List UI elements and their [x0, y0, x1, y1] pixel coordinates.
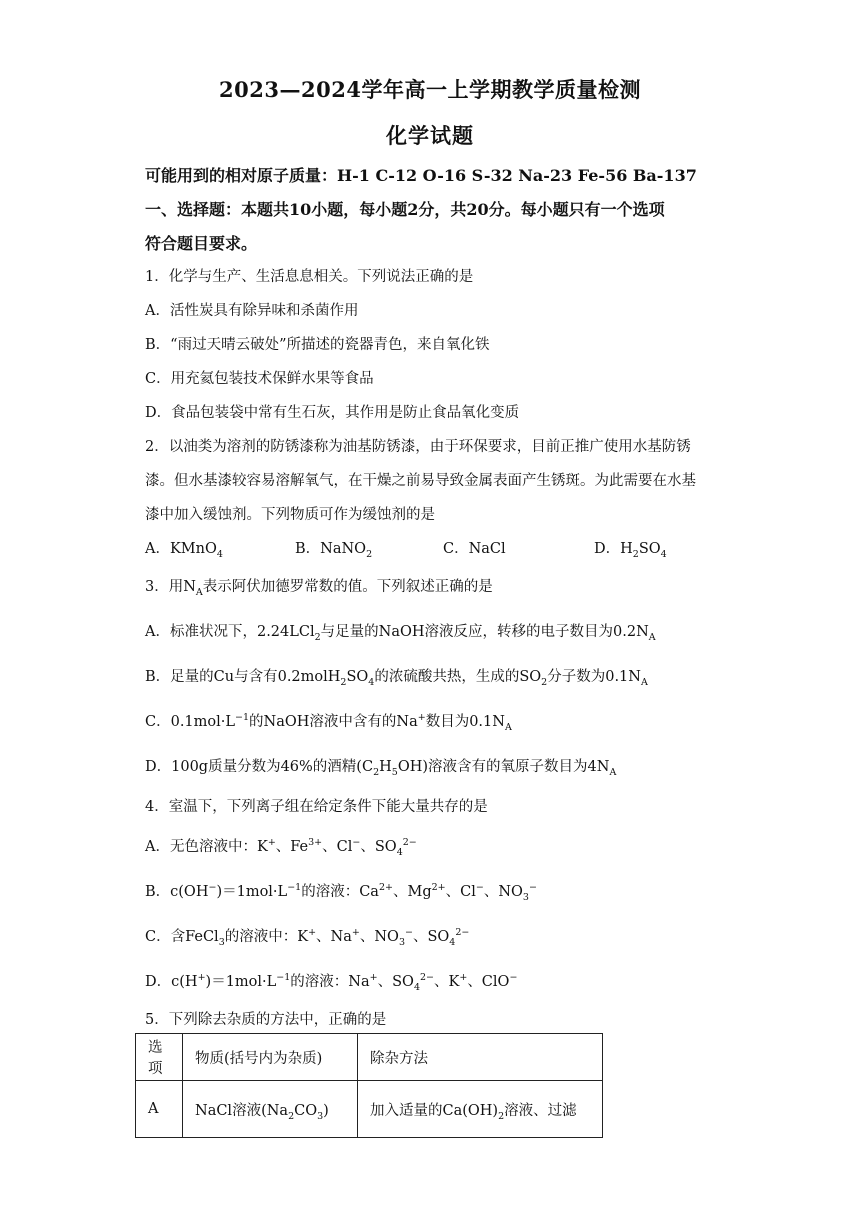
table-header-option: 选项 — [136, 1034, 183, 1081]
q3-stem: 3．用$N_A$表示阿伏加德罗常数的值。下列叙述正确的是 — [145, 579, 493, 598]
q1-option-a: A．活性炭具有除异味和杀菌作用 — [145, 303, 359, 319]
table-row — [136, 1081, 603, 1138]
q4-option-b: B．$c(OH^-)=1mol\cdot L^{-1}$的溶液：$Ca^{2+}$、$Mg^{2+}$、Cl−、$NO_3^-$ — [145, 882, 537, 903]
exam-subtitle: 化学试题 — [386, 123, 474, 148]
q1-option-b: B．“雨过天晴云破处”所描述的瓷器青色，来自氧化铁 — [145, 337, 490, 353]
q4-option-d: D．$c(H^+)=1mol\cdot L^{-1}$的溶液：Na+、$SO_4^{2-}$、K+、ClO− — [145, 972, 518, 993]
q4-option-c: C．含FeCl$_3$的溶液中：K+、Na+、$NO_3^-$、$SO_4^{2-}$ — [145, 927, 470, 948]
table-header-row — [136, 1034, 603, 1081]
table-header-substance: 物质(括号内为杂质) — [183, 1034, 358, 1081]
q4-stem: 4．室温下，下列离子组在给定条件下能大量共存的是 — [145, 799, 488, 815]
q3-option-a: A．标准状况下，2.24LCl$_2$与足量的NaOH溶液反应，转移的电子数目为$0.2N_A$ — [145, 624, 656, 643]
q2-stem-line1: 2．以油类为溶剂的防锈漆称为油基防锈漆，由于环保要求，目前正推广使用水基防锈 — [145, 439, 691, 455]
q3-option-b: B．足量的Cu与含有$0.2molH_2SO_4$的浓硫酸共热，生成的$SO_2$分子数为$0.1N_A$ — [145, 669, 648, 688]
q4-option-a: A．无色溶液中：K+、$Fe^{3+}$、Cl−、$SO_4^{2-}$ — [145, 837, 417, 858]
table-cell-method: 加入适量的$Ca(OH)_2$溶液、过滤 — [358, 1081, 603, 1138]
q1-option-d: D．食品包装袋中常有生石灰，其作用是防止食品氧化变质 — [145, 405, 520, 421]
q1-option-c: C．用充氦包装技术保鲜水果等食品 — [145, 371, 374, 387]
section1-instructions-line1: 一、选择题：本题共10小题，每小题2分，共20分。每小题只有一个选项 — [145, 200, 665, 219]
table-cell-option: A — [136, 1081, 183, 1138]
exam-title: 2023—2024学年高一上学期教学质量检测 — [219, 77, 641, 102]
q2-option-d: D．$H_2SO_4$ — [594, 541, 667, 560]
q5-table — [135, 1033, 603, 1138]
q2-option-b: B．NaNO$_2$ — [295, 541, 373, 560]
q3-option-c: C．$0.1mol\cdot L^{-1}$的NaOH溶液中含有的Na+数目为$0.1N_A$ — [145, 712, 512, 733]
q2-option-a: A．KMnO$_4$ — [145, 541, 223, 560]
q3-option-d: D．100g质量分数为46%的酒精$(C_2H_5OH)$溶液含有的氧原子数目为$4N_A$ — [145, 759, 617, 778]
q2-option-c: C．NaCl — [443, 541, 506, 557]
table-header-method: 除杂方法 — [358, 1034, 603, 1081]
q5-stem: 5．下列除去杂质的方法中，正确的是 — [145, 1012, 387, 1028]
q1-stem: 1．化学与生产、生活息息相关。下列说法正确的是 — [145, 269, 474, 285]
table-cell-substance: NaCl溶液$(Na_2CO_3)$ — [183, 1081, 358, 1138]
q2-stem-line2: 漆。但水基漆较容易溶解氧气，在干燥之前易导致金属表面产生锈斑。为此需要在水基 — [145, 473, 696, 489]
atomic-masses: 可能用到的相对原子质量：H-1 C-12 O-16 S-32 Na-23 Fe-56 Ba-137 — [145, 166, 697, 185]
q2-stem-line3: 漆中加入缓蚀剂。下列物质可作为缓蚀剂的是 — [145, 507, 435, 523]
section1-instructions-line2: 符合题目要求。 — [145, 234, 258, 253]
